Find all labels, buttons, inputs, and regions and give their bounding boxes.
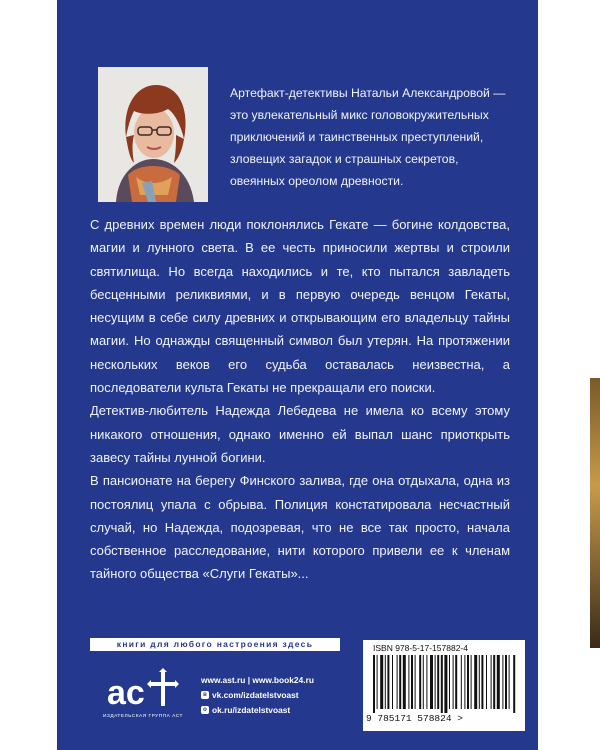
intro-line: это увлекательный микс головокружительных: [230, 108, 489, 122]
synopsis-paragraph: В пансионате на берегу Финского залива, где она отдыхала, одна из постоялиц упала с обрыва. Полиция констатировала несчастный случай, но Надежда, подозревая, что не все так просто, начала собственное расследование, нити которого привели ее к членам тайного общества «Слуги Гекаты»...: [90, 473, 510, 582]
barcode-panel: [363, 640, 525, 731]
synopsis-paragraph: С древних времен люди поклонялись Гекате — богине колдовства, магии и лунного света. В ее честь приносили жертвы и строили святилища. Но всегда находились и те, кто пытался завладеть бесценными реликвиями, и в первую очередь венцом Гекаты, несущим в себе силу древних и открывающим его владельцу тайны магии. Но однажды священный символ был утерян. На протяжении нескольких веков его судьба оставалась неизвестна, а последователи культа Гекаты не прекращали его поиски.: [90, 217, 510, 396]
ok-link[interactable]: [201, 702, 314, 717]
vk-link[interactable]: [201, 687, 314, 702]
ok-link-text[interactable]: ok.ru/izdatelstvoast: [212, 704, 291, 715]
publisher-links: [201, 672, 314, 717]
synopsis-paragraph: Детектив-любитель Надежда Лебедева не имела ко всему этому никакого отношения, однако именно ей выпал шанс приоткрыть завесу тайны лунной богини.: [90, 403, 510, 465]
publisher-caption: ИЗДАТЕЛЬСКАЯ ГРУППА АСТ: [103, 714, 183, 719]
vk-link-text[interactable]: vk.com/izdatelstvoast: [212, 689, 299, 700]
slogan-band: книги для любого настроения здесь: [90, 638, 340, 651]
svg-text:ac: ac: [107, 674, 145, 712]
intro-line: зловещих загадок и страшных секретов,: [230, 152, 459, 166]
series-intro: [230, 82, 530, 192]
author-photo: [98, 67, 208, 202]
synopsis: [90, 213, 510, 586]
web-links-text[interactable]: www.ast.ru | www.book24.ru: [201, 674, 314, 685]
web-links[interactable]: [201, 672, 314, 687]
intro-line: приключений и таинственных преступлений,: [230, 130, 484, 144]
ok-icon: о: [201, 706, 209, 714]
intro-line: овеянных ореолом древности.: [230, 174, 404, 188]
isbn-label: ISBN 978-5-17-157882-4: [373, 643, 468, 653]
vk-icon: в: [201, 691, 209, 699]
back-cover: [57, 0, 538, 750]
barcode-digits: 9 785171 578824 >: [366, 713, 463, 724]
neighbor-book-spine: [590, 378, 600, 648]
intro-line: Артефакт-детективы Натальи Александровой —: [230, 86, 506, 100]
barcode-icon: [371, 655, 517, 713]
